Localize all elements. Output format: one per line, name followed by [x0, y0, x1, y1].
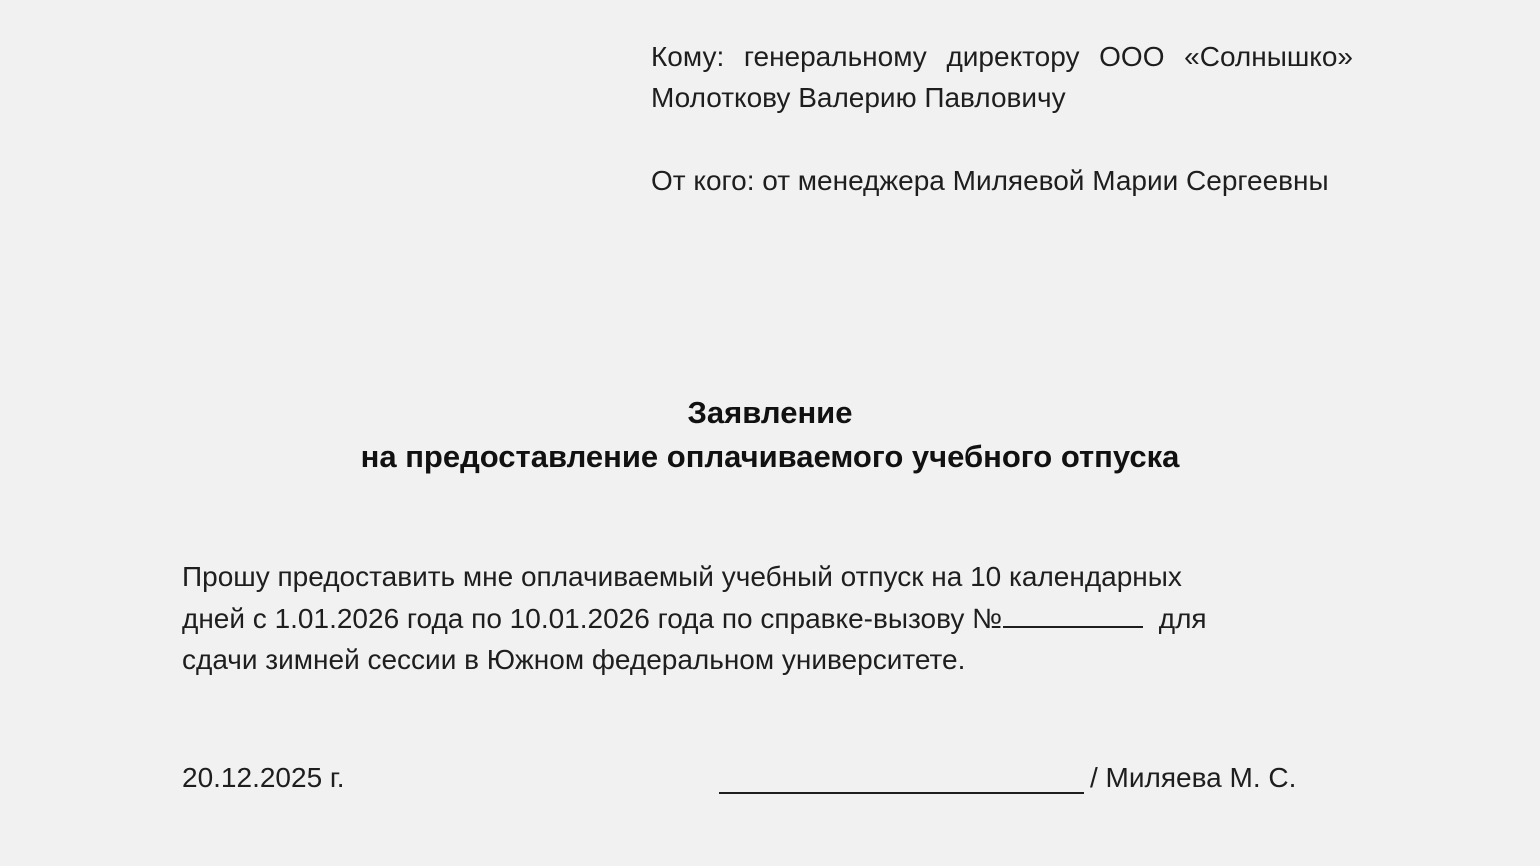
title-line-1: Заявление: [687, 395, 853, 430]
signature-line: [719, 792, 1084, 794]
body-line-2-end: для: [1143, 602, 1207, 634]
body-line-3: сдачи зимней сессии в Южном федеральном университете.: [182, 644, 966, 675]
certificate-number-blank: [1003, 602, 1143, 628]
title-line-2: на предоставление оплачиваемого учебного отпуска: [360, 439, 1180, 474]
body-line-1: Прошу предоставить мне оплачиваемый учебный отпуск на 10 календарных: [182, 561, 1182, 592]
document-title: [0, 391, 1540, 479]
document-date: 20.12.2025 г.: [182, 762, 345, 793]
sender-block: От кого: от менеджера Миляевой Марии Сергеевны: [651, 165, 1329, 196]
request-body: [182, 556, 1312, 681]
body-line-2: [182, 598, 1312, 640]
addressee-block: Кому: генеральному директору ООО «Солнышко» Молоткову Валерию Павловичу: [651, 41, 1353, 113]
signer-name: / Миляева М. С.: [1090, 762, 1297, 793]
body-line-2-text: дней с 1.01.2026 года по 10.01.2026 года по справке-вызову №: [182, 602, 1003, 634]
